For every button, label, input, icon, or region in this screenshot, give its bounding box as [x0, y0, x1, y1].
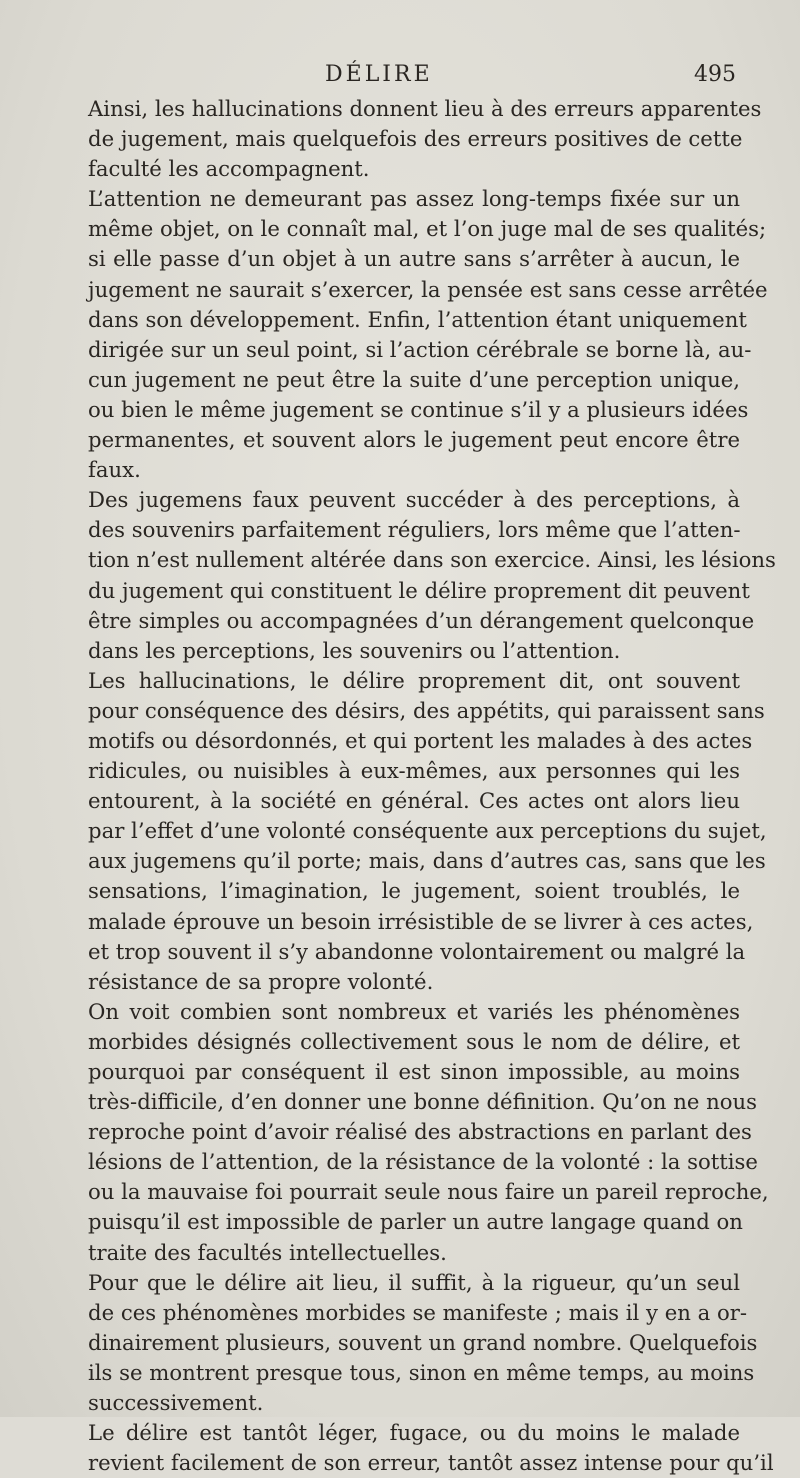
text-line: même objet, on le connaît mal, et l’on juge mal de ses qualités;: [88, 216, 767, 242]
text-line: On voit combien sont nombreux et variés les phénomènes: [88, 998, 740, 1024]
text-line: pour conséquence des désirs, des appétits, qui paraissent sans: [88, 697, 765, 723]
text-line: tion n’est nullement altérée dans son exercice. Ainsi, les lésions: [88, 547, 776, 573]
text-line: par l’effet d’une volonté conséquente aux perceptions du sujet,: [88, 818, 767, 844]
text-line: si elle passe d’un objet à un autre sans s’arrêter à aucun, le: [88, 246, 740, 272]
text-line: successivement.: [88, 1390, 264, 1416]
text-line: puisqu’il est impossible de parler un autre langage quand on: [88, 1209, 743, 1235]
paragraph: [60, 666, 767, 997]
body-text: [60, 94, 776, 1478]
text-line: permanentes, et souvent alors le jugement peut encore être: [88, 427, 740, 453]
running-title: DÉLIRE: [325, 62, 433, 87]
text-line: entourent, à la société en général. Ces actes ont alors lieu: [88, 788, 740, 814]
text-line: être simples ou accompagnées d’un dérangement quelconque: [88, 607, 755, 633]
text-line: aux jugemens qu’il porte; mais, dans d’autres cas, sans que les: [88, 848, 766, 874]
text-line: dans son développement. Enfin, l’attention étant uniquement: [88, 306, 747, 332]
text-line: ou bien le même jugement se continue s’il y a plusieurs idées: [88, 396, 749, 422]
page-header: [60, 52, 740, 92]
text-line: dirigée sur un seul point, si l’action cérébrale se borne là, au-: [88, 336, 752, 362]
paragraph: [60, 1268, 758, 1418]
paragraph: [60, 1418, 774, 1478]
text-line: cun jugement ne peut être la suite d’une perception unique,: [88, 366, 740, 392]
text-line: du jugement qui constituent le délire proprement dit peuvent: [88, 577, 750, 603]
text-line: morbides désignés collectivement sous le nom de délire, et: [88, 1028, 740, 1054]
text-line: faux.: [88, 457, 141, 483]
text-line: revient facilement de son erreur, tantôt assez intense pour qu’il: [88, 1450, 774, 1476]
text-line: dinairement plusieurs, souvent un grand nombre. Quelquefois: [88, 1329, 758, 1355]
paragraph: [60, 485, 776, 666]
text-line: de ces phénomènes morbides se manifeste ; mais il y en a or-: [88, 1299, 748, 1325]
text-line: faculté les accompagnent.: [88, 156, 370, 182]
text-line: résistance de sa propre volonté.: [88, 968, 434, 994]
text-line: L’attention ne demeurant pas assez long-temps fixée sur un: [88, 186, 740, 212]
text-line: malade éprouve un besoin irrésistible de se livrer à ces actes,: [88, 908, 754, 934]
text-line: et trop souvent il s’y abandonne volontairement ou malgré la: [88, 938, 746, 964]
paragraph: [60, 94, 762, 184]
text-line: ridicules, ou nuisibles à eux-mêmes, aux personnes qui les: [88, 758, 740, 784]
text-line: traite des facultés intellectuelles.: [88, 1239, 447, 1265]
text-line: reproche point d’avoir réalisé des abstractions en parlant des: [88, 1119, 752, 1145]
text-line: Le délire est tantôt léger, fugace, ou du moins le malade: [88, 1420, 740, 1446]
text-line: dans les perceptions, les souvenirs ou l’attention.: [88, 637, 621, 663]
text-line: Les hallucinations, le délire proprement dit, ont souvent: [88, 667, 740, 693]
paragraph: [60, 997, 769, 1268]
text-line: motifs ou désordonnés, et qui portent les malades à des actes: [88, 727, 753, 753]
page-number: 495: [694, 62, 736, 87]
text-line: ils se montrent presque tous, sinon en même temps, au moins: [88, 1359, 755, 1385]
text-line: lésions de l’attention, de la résistance de la volonté : la sottise: [88, 1149, 758, 1175]
text-line: Des jugemens faux peuvent succéder à des perceptions, à: [88, 487, 740, 513]
text-line: de jugement, mais quelquefois des erreurs positives de cette: [88, 126, 743, 152]
text-line: jugement ne saurait s’exercer, la pensée est sans cesse arrêtée: [88, 276, 768, 302]
paragraph: [60, 184, 768, 485]
text-line: pourquoi par conséquent il est sinon impossible, au moins: [88, 1059, 740, 1084]
text-line: ou la mauvaise foi pourrait seule nous faire un pareil reproche,: [88, 1179, 769, 1205]
text-line: très-difficile, d’en donner une bonne définition. Qu’on ne nous: [88, 1089, 758, 1115]
text-line: Pour que le délire ait lieu, il suffit, à la rigueur, qu’un seul: [88, 1269, 740, 1295]
text-line: Ainsi, les hallucinations donnent lieu à des erreurs apparentes: [88, 96, 762, 121]
text-line: sensations, l’imagination, le jugement, soient troublés, le: [88, 878, 740, 904]
text-line: des souvenirs parfaitement réguliers, lors même que l’atten-: [88, 517, 741, 543]
